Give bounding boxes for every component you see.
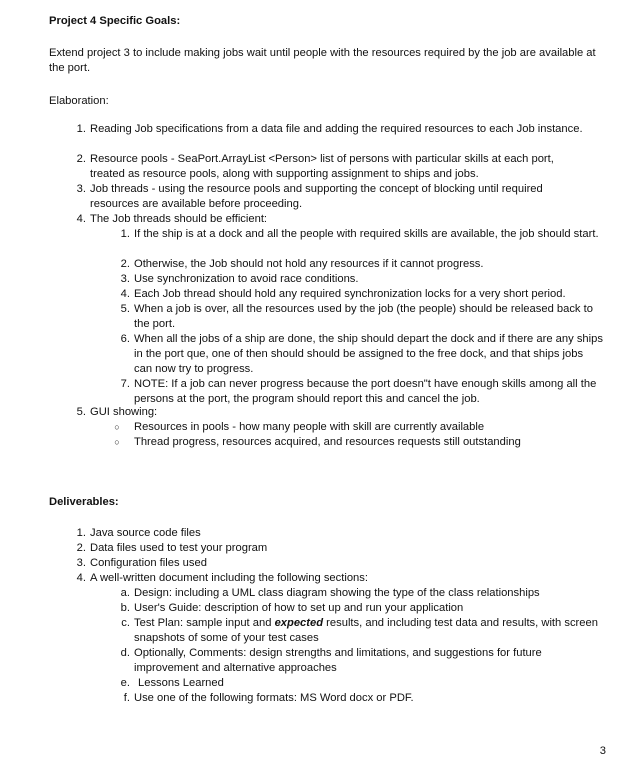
efficiency-list [114, 227, 604, 407]
list-item: e. Lessons Learned [120, 677, 224, 689]
list-item: 2. Data files used to test your program [76, 542, 268, 554]
deliverables-heading: Deliverables: [49, 496, 119, 508]
list-item: 1. Java source code files [76, 527, 201, 539]
list-item: 4. The Job threads should be efficient: [76, 213, 268, 225]
list-item: ○ Resources in pools - how many people with skill are currently available [112, 420, 602, 435]
list-item: ○ Thread progress, resources acquired, and resources requests still outstanding [112, 435, 602, 450]
list-item: b. User's Guide: description of how to set up and run your application [120, 602, 464, 614]
intro-paragraph: Extend project 3 to include making jobs wait until people with the resources required by the job are available at the port. [49, 47, 596, 74]
list-item: 4. A well-written document including the following sections: [76, 572, 368, 584]
gui-item: 5. GUI showing: [76, 406, 158, 418]
list-item: c. Test Plan: sample input and expected results, and including test data and results, with screen snapshots of some of your test cases [121, 617, 598, 644]
bullet-icon: ○ [114, 437, 120, 447]
list-item: 3. Job threads - using the resource pools and supporting the concept of blocking until required resources are available before proceeding. [76, 183, 543, 210]
list-item: 6. When all the jobs of a ship are done, the ship should depart the dock and if there are any ships in the port que, one of then should should be assigned to the free dock, and that ships jobs can now try to progress. [120, 333, 603, 375]
list-item: d. Optionally, Comments: design strengths and limitations, and suggestions for future improvement and alternative approaches [120, 647, 542, 674]
list-item: f. Use one of the following formats: MS Word docx or PDF. [123, 692, 414, 704]
elaboration-list [70, 122, 590, 227]
bullet-icon: ○ [114, 422, 120, 432]
deliverables-list [70, 526, 590, 586]
list-item: 5. When a job is over, all the resources used by the job (the people) should be released back to the port. [120, 303, 593, 330]
elaboration-label: Elaboration: [49, 95, 109, 107]
list-item: 3. Use synchronization to avoid race conditions. [120, 273, 359, 285]
list-item: 2. Otherwise, the Job should not hold any resources if it cannot progress. [120, 258, 484, 270]
list-item: 7. NOTE: If a job can never progress because the port doesn"t have enough skills among all the persons at the port, the program should report this and cancel the job. [120, 378, 597, 405]
goals-heading: Project 4 Specific Goals: [49, 15, 181, 27]
list-item: 1. If the ship is at a dock and all the people with required skills are available, the job should start. [120, 228, 599, 240]
list-item: 4. Each Job thread should hold any required synchronization locks for a very short period. [120, 288, 566, 300]
list-item: 2. Resource pools - SeaPort.ArrayList <Person> list of persons with particular skills at each port, treated as resource pools, along with supporting assignment to ships and jobs. [76, 153, 554, 180]
document-sections-list [114, 586, 598, 706]
page-number: 3 [599, 745, 606, 757]
gui-bullet-list [112, 420, 602, 450]
list-item: 1. Reading Job specifications from a data file and adding the required resources to each Job instance. [76, 123, 583, 135]
list-item: 3. Configuration files used [76, 557, 207, 569]
list-item: a. Design: including a UML class diagram showing the type of the class relationships [120, 587, 540, 599]
